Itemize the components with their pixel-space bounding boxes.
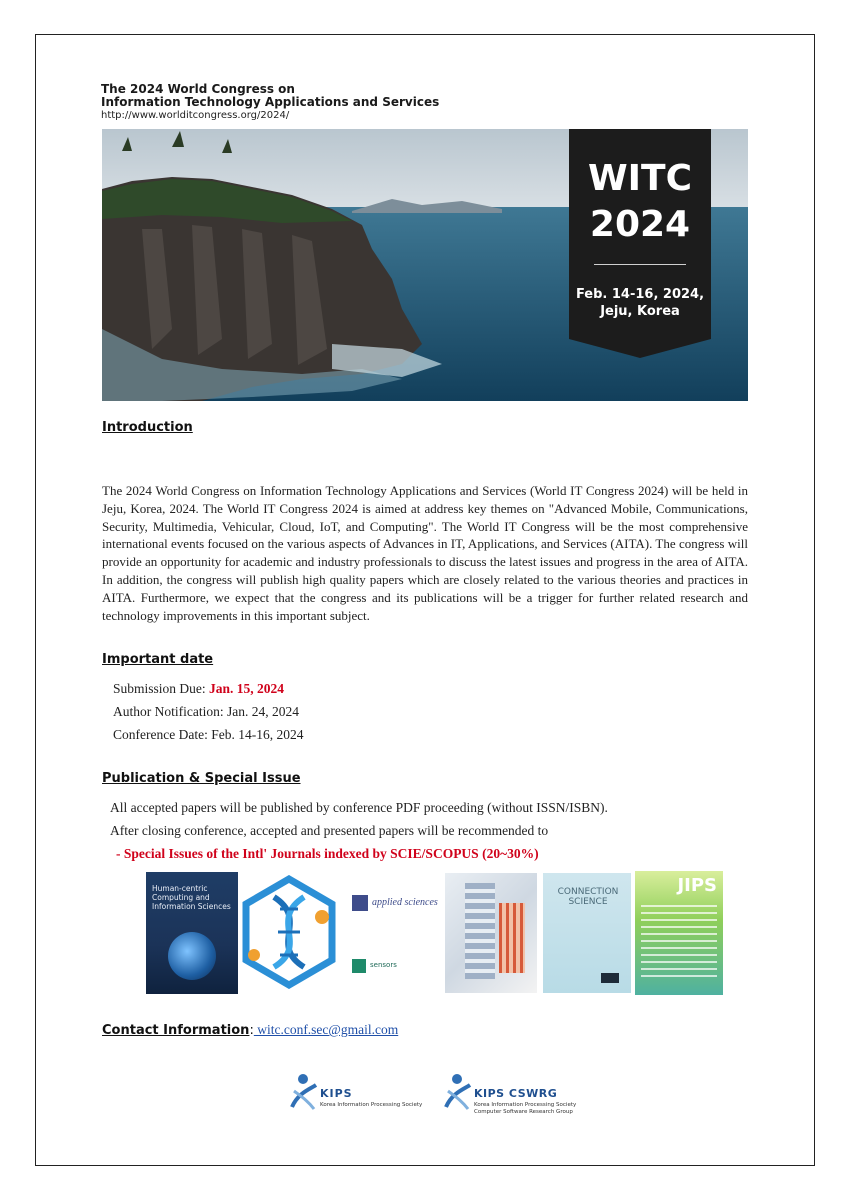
kips-cswrg-logo <box>442 1071 592 1117</box>
author-notification: Author Notification: Jan. 24, 2024 <box>113 704 299 719</box>
contact-row <box>102 1022 398 1038</box>
kips-cswrg-sub2: Computer Software Research Group <box>474 1109 573 1115</box>
applied-sciences-icon <box>352 895 368 911</box>
sensors-icon <box>352 959 366 973</box>
kips-cswrg-swirl-icon <box>442 1071 472 1111</box>
hcis-cover-title: Human-centric Computing and Information Sciences <box>152 884 231 911</box>
introduction-heading: Introduction <box>102 420 193 435</box>
jips-logo: JIPS <box>677 875 717 896</box>
kips-logo <box>288 1071 438 1115</box>
kips-sub: Korea Information Processing Society <box>320 1102 423 1108</box>
badge-place: Jeju, Korea <box>600 304 680 319</box>
contact-label: Contact Information <box>102 1023 250 1038</box>
banner-image <box>102 129 748 401</box>
kips-cswrg-sub1: Korea Information Processing Society <box>474 1102 577 1108</box>
submission-due <box>113 681 284 697</box>
congress-url[interactable]: http://www.worlditcongress.org/2024/ <box>101 110 290 121</box>
cover-graphic <box>465 883 495 979</box>
journal-covers <box>146 871 726 995</box>
connection-science-title: CONNECTION SCIENCE <box>557 887 619 907</box>
congress-title-line1: The 2024 World Congress on <box>101 82 295 96</box>
toc-lines <box>641 905 717 981</box>
kips-swirl-icon <box>288 1071 318 1111</box>
sensors-label: sensors <box>370 961 397 969</box>
badge-divider <box>594 264 686 265</box>
dna-journal-logo-icon <box>240 875 338 989</box>
applied-sciences-label: applied sciences <box>372 897 438 908</box>
contact-colon: : <box>249 1023 254 1038</box>
submission-date: Jan. 15, 2024 <box>209 681 285 696</box>
electronics-cover <box>445 873 537 993</box>
badge-date: Feb. 14-16, 2024, <box>575 287 705 302</box>
globe-icon <box>168 932 216 980</box>
badge-title-witc: WITC <box>587 158 693 199</box>
publication-line2: After closing conference, accepted and presented papers will be recommended to <box>110 823 549 838</box>
kips-label: KIPS <box>320 1087 353 1100</box>
connection-science-cover <box>543 873 631 993</box>
submission-label: Submission Due: <box>113 681 210 696</box>
conference-date: Conference Date: Feb. 14-16, 2024 <box>113 727 304 742</box>
contact-email-link[interactable]: witc.conf.sec@gmail.com <box>253 1022 399 1037</box>
badge-title-year: 2024 <box>589 204 691 245</box>
congress-title-line2: Information Technology Applications and Services <box>101 95 440 109</box>
cover-graphic-2 <box>499 903 525 973</box>
introduction-text: The 2024 World Congress on Information Technology Applications and Services (World IT Congress 2024) will be held in Jeju, Korea, 2024. The World IT Congress 2024 is aimed at address key themes on "Advanced Mobile, Communications, Security, Multimedia, Vehicular, Cloud, IoT, and Computing". The World IT Congress will be the most comprehensive international events focused on the various aspects of Advances in IT, Applications, and Services (AITA). The congress will provide an opportunity for academic and industry professionals to discuss the latest issues and progress in the area of AITA. In addition, the congress will publish high quality papers which are closely related to the various theories and practices in AITA. Furthermore, we expect that the congress and its publications will be a trigger for further related research and technology improvements in this important subject. <box>102 483 748 623</box>
publication-heading: Publication & Special Issue <box>102 771 301 786</box>
kips-cswrg-label: KIPS CSWRG <box>474 1087 558 1100</box>
publisher-icon <box>601 973 619 983</box>
special-issues-line: - Special Issues of the Intl' Journals indexed by SCIE/SCOPUS (20~30%) <box>116 846 539 861</box>
hcis-cover <box>146 872 238 994</box>
important-date-heading: Important date <box>102 652 214 667</box>
jips-cover <box>635 871 723 995</box>
publication-line1: All accepted papers will be published by conference PDF proceeding (without ISSN/ISBN). <box>110 800 608 815</box>
